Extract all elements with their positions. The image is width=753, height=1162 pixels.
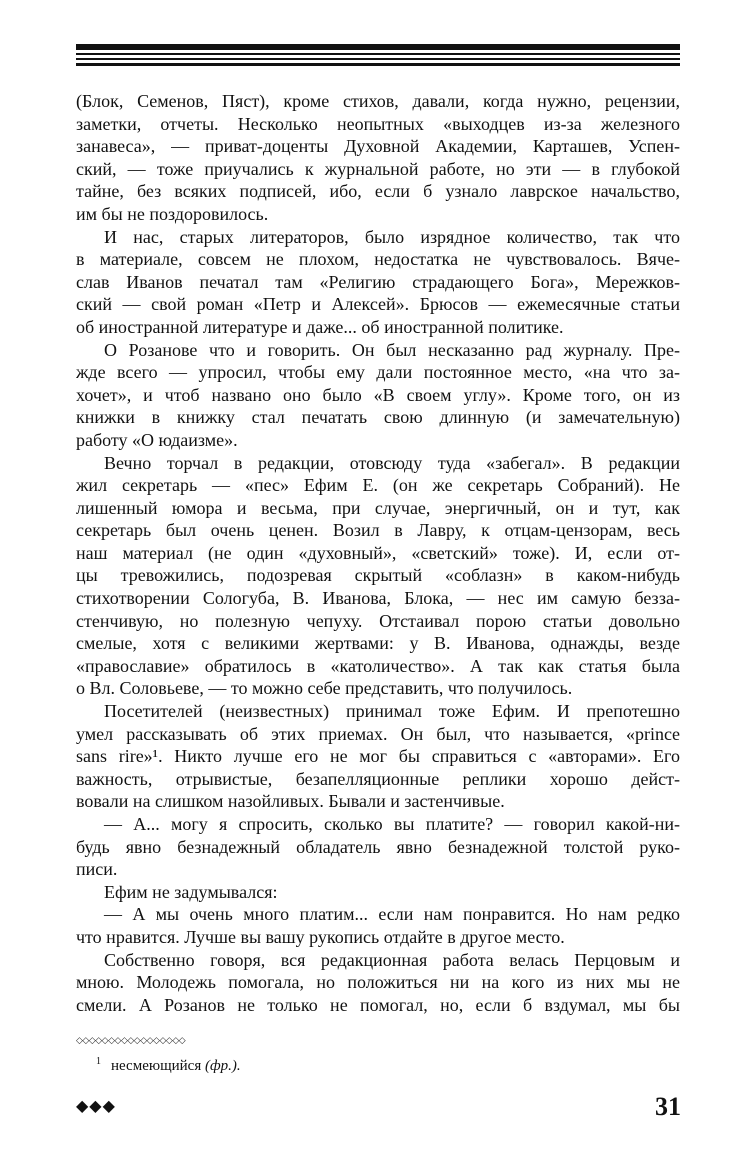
text-line: тайне, без всяких подписей, ибо, если б узнало лаврское начальство,: [76, 181, 680, 202]
text-line: — А мы очень много платим... если нам понравится. Но нам редко: [104, 904, 680, 925]
text-line: вовали на слишком назойливых. Бывали и застенчивые.: [76, 791, 505, 812]
text-line: смели. А Розанов не только не помогал, но, если б вздумал, мы бы: [76, 994, 680, 1015]
text-line: смелые, хотя с великими жертвами: у В. Иванова, однажды, везде: [76, 633, 680, 654]
text-line: О Розанове что и говорить. Он был несказанно рад журналу. Пре-: [104, 339, 680, 360]
text-line: стихотворении Сологуба, В. Иванова, Блока, — нес им самую безза-: [76, 588, 680, 609]
text-line: — А... могу я спросить, сколько вы платите? — говорил какой-ни-: [104, 814, 680, 834]
text-line: умел рассказывать об этих приемах. Он был, что называется, «prince: [76, 723, 680, 744]
text-line: слав Иванов печатал там «Религию страдающего Бога», Мережков-: [76, 271, 680, 292]
page-number: 31: [655, 1092, 681, 1121]
text-line: им бы не поздоровилось.: [76, 203, 269, 224]
text-line: хочет», и чтоб названо оно было «В своем углу». Кроме того, он из: [76, 384, 680, 405]
text-line: мною. Молодежь помогала, но положиться ни на кого из них мы не: [76, 972, 680, 993]
text-line: важность, отрывистые, безапелляционные реплики хорошо дейст-: [76, 768, 680, 789]
text-line: лишенный юмора и весьма, при случае, энергичный, он и тут, как: [76, 497, 680, 518]
footnote-marker: 1: [96, 1056, 101, 1067]
text-line: sans rire»¹. Никто лучше его не мог бы справиться с «авторами». Его: [76, 746, 680, 767]
footnote-text: несмеющийся: [111, 1058, 202, 1074]
footnote-divider-ornament: ◇◇◇◇◇◇◇◇◇◇◇◇◇◇◇◇◇: [76, 1036, 186, 1046]
text-line: что нравится. Лучше вы вашу рукопись отдайте в другое место.: [76, 926, 565, 947]
text-line: Ефим не задумывался:: [104, 881, 278, 902]
text-line: в материале, совсем не плохом, недостатка не чувствовалось. Вяче-: [76, 249, 680, 270]
text-line: Собственно говоря, вся редакционная работа велась Перцовым и: [104, 949, 680, 970]
text-line: книжки в книжку стал печатать свою длинную (и замечательную): [76, 407, 680, 428]
footer-ornament: ◆◆◆: [76, 1096, 116, 1115]
text-line: Вечно торчал в редакции, отовсюду туда «забегал». В редакции: [104, 452, 680, 473]
text-line: стенчивую, но полезную чепуху. Отстаивал порою статьи довольно: [76, 610, 680, 631]
text-line: ский — свой роман «Петр и Алексей». Брюсов — ежемесячные статьи: [76, 294, 680, 315]
text-line: жил секретарь — «пес» Ефим Е. (он же секретарь Собраний). Не: [76, 475, 680, 496]
text-line: о Вл. Соловьеве, — то можно себе представить, что получилось.: [76, 678, 573, 699]
text-line: писи.: [76, 859, 118, 880]
text-line: занавеса», — приват-доценты Духовной Академии, Карташев, Успен-: [76, 136, 680, 157]
text-line: ский, — тоже приучались к журнальной работе, но эти — в глубокой: [76, 158, 680, 179]
footnote-lang: (фр.).: [204, 1058, 241, 1074]
text-line: «православие» обратилось в «католичество». А так как статья была: [76, 655, 680, 676]
text-line: (Блок, Семенов, Пяст), кроме стихов, давали, когда нужно, рецензии,: [76, 91, 680, 111]
footnote: [96, 1052, 241, 1076]
text-line: заметки, отчеты. Несколько неопытных «выходцев из-за железного: [76, 113, 680, 134]
text-line: цы тревожились, подозревая скрытый «соблазн» в каком-нибудь: [76, 565, 680, 586]
text-line: Посетителей (неизвестных) принимал тоже Ефим. И препотешно: [104, 701, 680, 722]
text-line: наш материал (не один «духовный», «светский» тоже). И, если от-: [76, 542, 680, 563]
text-line: об иностранной литературе и даже... об иностранной политике.: [76, 316, 564, 337]
text-line: будь явно безнадежный обладатель явно безнадежной толстой руко-: [76, 836, 680, 857]
text-line: И нас, старых литераторов, было изрядное количество, так что: [104, 226, 680, 247]
text-line: жде всего — упросил, чтобы ему дали постоянное место, «на что за-: [76, 362, 680, 383]
text-line: секретарь был очень ценен. Возил в Лавру, к отцам-цензорам, весь: [76, 520, 680, 541]
text-line: работу «О юдаизме».: [76, 429, 238, 450]
header-rule: [76, 44, 680, 68]
main-text: [76, 90, 680, 1016]
